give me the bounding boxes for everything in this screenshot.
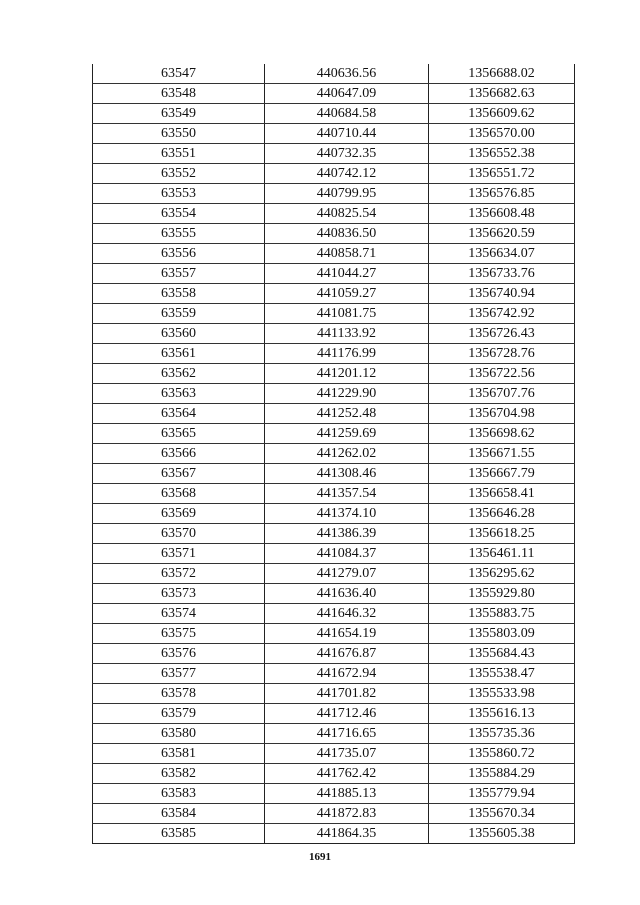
- x-coordinate-cell: 440825.54: [265, 204, 429, 224]
- y-coordinate-cell: 1355779.94: [429, 784, 575, 804]
- table-row: [93, 344, 575, 364]
- y-coordinate-cell: 1356726.43: [429, 324, 575, 344]
- x-coordinate-cell: 440799.95: [265, 184, 429, 204]
- y-coordinate-cell: 1356618.25: [429, 524, 575, 544]
- point-id-cell: 63576: [93, 644, 265, 664]
- x-coordinate-cell: 441712.46: [265, 704, 429, 724]
- x-coordinate-cell: 441259.69: [265, 424, 429, 444]
- x-coordinate-cell: 440858.71: [265, 244, 429, 264]
- table-row: [93, 704, 575, 724]
- point-id-cell: 63579: [93, 704, 265, 724]
- x-coordinate-cell: 441262.02: [265, 444, 429, 464]
- table-body: [93, 64, 575, 844]
- point-id-cell: 63556: [93, 244, 265, 264]
- y-coordinate-cell: 1355538.47: [429, 664, 575, 684]
- point-id-cell: 63581: [93, 744, 265, 764]
- y-coordinate-cell: 1356682.63: [429, 84, 575, 104]
- table-row: [93, 464, 575, 484]
- point-id-cell: 63573: [93, 584, 265, 604]
- y-coordinate-cell: 1355533.98: [429, 684, 575, 704]
- y-coordinate-cell: 1356551.72: [429, 164, 575, 184]
- point-id-cell: 63552: [93, 164, 265, 184]
- point-id-cell: 63582: [93, 764, 265, 784]
- table-row: [93, 644, 575, 664]
- y-coordinate-cell: 1356461.11: [429, 544, 575, 564]
- table-row: [93, 104, 575, 124]
- x-coordinate-cell: 441716.65: [265, 724, 429, 744]
- table-row: [93, 784, 575, 804]
- point-id-cell: 63548: [93, 84, 265, 104]
- point-id-cell: 63580: [93, 724, 265, 744]
- table-row: [93, 804, 575, 824]
- x-coordinate-cell: 441201.12: [265, 364, 429, 384]
- x-coordinate-cell: 441252.48: [265, 404, 429, 424]
- point-id-cell: 63549: [93, 104, 265, 124]
- table-row: [93, 244, 575, 264]
- y-coordinate-cell: 1356608.48: [429, 204, 575, 224]
- point-id-cell: 63578: [93, 684, 265, 704]
- point-id-cell: 63585: [93, 824, 265, 844]
- table-row: [93, 184, 575, 204]
- x-coordinate-cell: 441885.13: [265, 784, 429, 804]
- x-coordinate-cell: 441133.92: [265, 324, 429, 344]
- point-id-cell: 63563: [93, 384, 265, 404]
- table-row: [93, 624, 575, 644]
- x-coordinate-cell: 440636.56: [265, 64, 429, 84]
- y-coordinate-cell: 1355735.36: [429, 724, 575, 744]
- x-coordinate-cell: 441176.99: [265, 344, 429, 364]
- y-coordinate-cell: 1355860.72: [429, 744, 575, 764]
- y-coordinate-cell: 1356295.62: [429, 564, 575, 584]
- x-coordinate-cell: 441864.35: [265, 824, 429, 844]
- table-row: [93, 84, 575, 104]
- table-row: [93, 124, 575, 144]
- table-row: [93, 544, 575, 564]
- table-row: [93, 444, 575, 464]
- x-coordinate-cell: 440742.12: [265, 164, 429, 184]
- table-row: [93, 404, 575, 424]
- y-coordinate-cell: 1355616.13: [429, 704, 575, 724]
- point-id-cell: 63566: [93, 444, 265, 464]
- point-id-cell: 63560: [93, 324, 265, 344]
- x-coordinate-cell: 441084.37: [265, 544, 429, 564]
- y-coordinate-cell: 1356570.00: [429, 124, 575, 144]
- y-coordinate-cell: 1356688.02: [429, 64, 575, 84]
- point-id-cell: 63575: [93, 624, 265, 644]
- table-row: [93, 424, 575, 444]
- table-row: [93, 224, 575, 244]
- table-row: [93, 824, 575, 844]
- table-row: [93, 164, 575, 184]
- table-row: [93, 384, 575, 404]
- x-coordinate-cell: 441872.83: [265, 804, 429, 824]
- point-id-cell: 63554: [93, 204, 265, 224]
- y-coordinate-cell: 1355684.43: [429, 644, 575, 664]
- table-row: [93, 324, 575, 344]
- x-coordinate-cell: 441676.87: [265, 644, 429, 664]
- y-coordinate-cell: 1355929.80: [429, 584, 575, 604]
- y-coordinate-cell: 1356698.62: [429, 424, 575, 444]
- y-coordinate-cell: 1356634.07: [429, 244, 575, 264]
- point-id-cell: 63574: [93, 604, 265, 624]
- table-row: [93, 684, 575, 704]
- point-id-cell: 63583: [93, 784, 265, 804]
- table-row: [93, 584, 575, 604]
- y-coordinate-cell: 1356722.56: [429, 364, 575, 384]
- point-id-cell: 63559: [93, 304, 265, 324]
- point-id-cell: 63550: [93, 124, 265, 144]
- x-coordinate-cell: 441044.27: [265, 264, 429, 284]
- table-row: [93, 304, 575, 324]
- table-row: [93, 604, 575, 624]
- point-id-cell: 63561: [93, 344, 265, 364]
- point-id-cell: 63555: [93, 224, 265, 244]
- point-id-cell: 63562: [93, 364, 265, 384]
- page-number: 1691: [309, 851, 331, 863]
- table-row: [93, 264, 575, 284]
- table-row: [93, 744, 575, 764]
- y-coordinate-cell: 1356620.59: [429, 224, 575, 244]
- point-id-cell: 63569: [93, 504, 265, 524]
- x-coordinate-cell: 441374.10: [265, 504, 429, 524]
- x-coordinate-cell: 441357.54: [265, 484, 429, 504]
- point-id-cell: 63570: [93, 524, 265, 544]
- x-coordinate-cell: 440732.35: [265, 144, 429, 164]
- x-coordinate-cell: 440710.44: [265, 124, 429, 144]
- x-coordinate-cell: 440647.09: [265, 84, 429, 104]
- y-coordinate-cell: 1355883.75: [429, 604, 575, 624]
- x-coordinate-cell: 441654.19: [265, 624, 429, 644]
- point-id-cell: 63551: [93, 144, 265, 164]
- x-coordinate-cell: 441672.94: [265, 664, 429, 684]
- y-coordinate-cell: 1356658.41: [429, 484, 575, 504]
- y-coordinate-cell: 1356742.92: [429, 304, 575, 324]
- point-id-cell: 63577: [93, 664, 265, 684]
- y-coordinate-cell: 1356576.85: [429, 184, 575, 204]
- x-coordinate-cell: 440836.50: [265, 224, 429, 244]
- y-coordinate-cell: 1356704.98: [429, 404, 575, 424]
- y-coordinate-cell: 1356646.28: [429, 504, 575, 524]
- x-coordinate-cell: 441279.07: [265, 564, 429, 584]
- x-coordinate-cell: 441308.46: [265, 464, 429, 484]
- y-coordinate-cell: 1356671.55: [429, 444, 575, 464]
- y-coordinate-cell: 1356552.38: [429, 144, 575, 164]
- table-row: [93, 504, 575, 524]
- point-id-cell: 63568: [93, 484, 265, 504]
- point-id-cell: 63565: [93, 424, 265, 444]
- y-coordinate-cell: 1355884.29: [429, 764, 575, 784]
- x-coordinate-cell: 441735.07: [265, 744, 429, 764]
- y-coordinate-cell: 1356667.79: [429, 464, 575, 484]
- x-coordinate-cell: 441229.90: [265, 384, 429, 404]
- x-coordinate-cell: 441636.40: [265, 584, 429, 604]
- point-id-cell: 63553: [93, 184, 265, 204]
- coordinate-table: [92, 64, 575, 844]
- x-coordinate-cell: 441386.39: [265, 524, 429, 544]
- y-coordinate-cell: 1356728.76: [429, 344, 575, 364]
- point-id-cell: 63547: [93, 64, 265, 84]
- point-id-cell: 63571: [93, 544, 265, 564]
- table-row: [93, 664, 575, 684]
- table-row: [93, 524, 575, 544]
- table-row: [93, 724, 575, 744]
- point-id-cell: 63567: [93, 464, 265, 484]
- x-coordinate-cell: 440684.58: [265, 104, 429, 124]
- y-coordinate-cell: 1356609.62: [429, 104, 575, 124]
- table-row: [93, 484, 575, 504]
- table-row: [93, 144, 575, 164]
- point-id-cell: 63558: [93, 284, 265, 304]
- y-coordinate-cell: 1355670.34: [429, 804, 575, 824]
- table-row: [93, 284, 575, 304]
- y-coordinate-cell: 1355803.09: [429, 624, 575, 644]
- x-coordinate-cell: 441646.32: [265, 604, 429, 624]
- point-id-cell: 63584: [93, 804, 265, 824]
- y-coordinate-cell: 1356740.94: [429, 284, 575, 304]
- point-id-cell: 63572: [93, 564, 265, 584]
- table-row: [93, 204, 575, 224]
- table-row: [93, 364, 575, 384]
- table-row: [93, 764, 575, 784]
- x-coordinate-cell: 441762.42: [265, 764, 429, 784]
- x-coordinate-cell: 441081.75: [265, 304, 429, 324]
- y-coordinate-cell: 1355605.38: [429, 824, 575, 844]
- x-coordinate-cell: 441059.27: [265, 284, 429, 304]
- point-id-cell: 63557: [93, 264, 265, 284]
- y-coordinate-cell: 1356707.76: [429, 384, 575, 404]
- table-row: [93, 64, 575, 84]
- x-coordinate-cell: 441701.82: [265, 684, 429, 704]
- point-id-cell: 63564: [93, 404, 265, 424]
- y-coordinate-cell: 1356733.76: [429, 264, 575, 284]
- table-row: [93, 564, 575, 584]
